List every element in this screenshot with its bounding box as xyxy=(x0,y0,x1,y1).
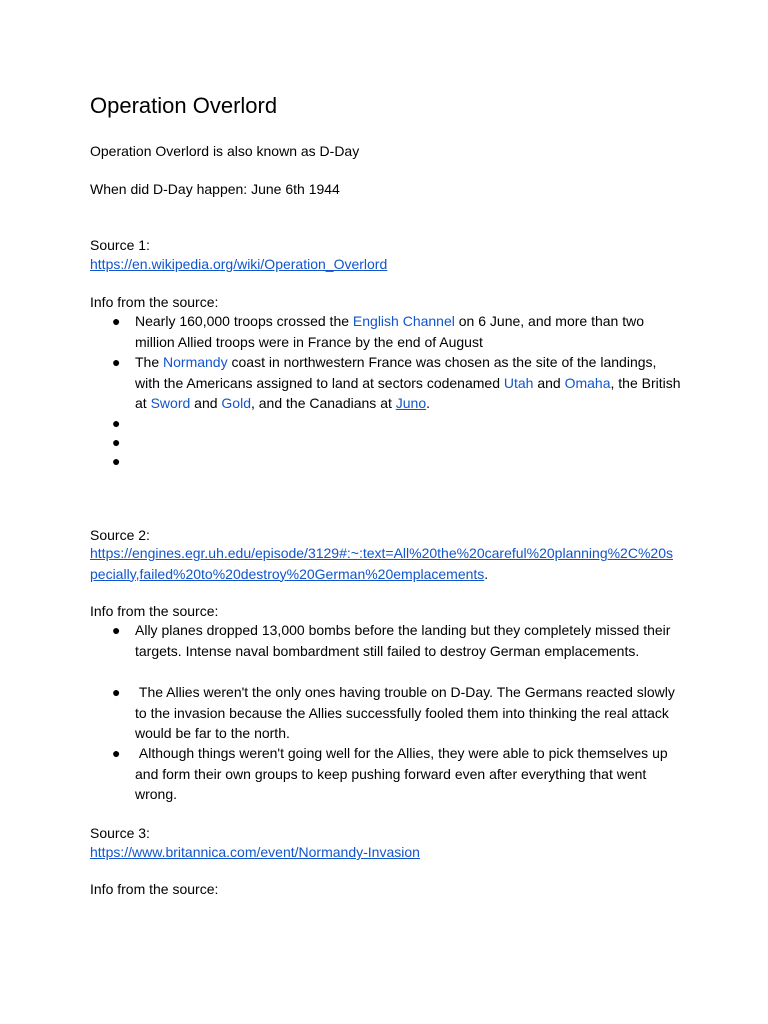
source-3-info-label: Info from the source: xyxy=(90,881,219,897)
source-3-link[interactable]: https://www.britannica.com/event/Normandy-Invasion xyxy=(90,844,420,860)
source-2-info-label: Info from the source: xyxy=(90,603,219,619)
bullet-icon: ● xyxy=(112,684,121,700)
normandy-link[interactable]: Normandy xyxy=(163,354,228,370)
utah-link[interactable]: Utah xyxy=(503,374,534,391)
source-2-bullet-2: The Allies weren't the only ones having trouble on D-Day. The Germans reacted slowly to the invasion because the Allies successfully fooled them into thinking the real attack would be far to the north. xyxy=(135,684,679,741)
source-1-link[interactable]: https://en.wikipedia.org/wiki/Operation_Overlord xyxy=(90,256,388,272)
bullet-icon: ● xyxy=(112,745,121,761)
source-2-bullet-1: Ally planes dropped 13,000 bombs before the landing but they completely missed their targets. Intense naval bombardment still failed to destroy German emplacements. xyxy=(135,622,671,659)
empty-bullet-icon: ● xyxy=(112,434,121,450)
source-1-bullet-2: The Normandy coast in northwestern France was chosen as the site of the landings, with the Americans assigned to land at sectors codenamed Utah and Omaha, the British at Sword and Gold, and the Canadians at Juno. xyxy=(135,354,681,411)
bullet-icon: ● xyxy=(112,354,121,370)
bullet-icon: ● xyxy=(112,313,121,329)
bullet-icon: ● xyxy=(112,622,121,638)
gold-link[interactable]: Gold xyxy=(221,395,251,411)
source-2-bullet-3: Although things weren't going well for the Allies, they were able to pick themselves up and form their own groups to keep pushing forward even after everything that went wrong. xyxy=(135,745,672,802)
source-2-link[interactable]: https://engines.egr.uh.edu/episode/3129#:~:text=All%20the%20careful%20planning%2C%20specially,failed%20to%20destroy%20German%20emplacements xyxy=(90,545,673,582)
date-line: When did D-Day happen: June 6th 1944 xyxy=(90,181,340,197)
omaha-link[interactable]: Omaha xyxy=(564,374,611,391)
document-page: Operation Overlord Operation Overlord is also known as D-Day When did D-Day happen: June 6th 1944 Source 1: https://en.wikipedia.org/wiki/Operation_Overlord Info from the source: ● Nearly 160,000 troops crossed the English Channel on 6 June, and more than two million Allied troops were in France by the end of August ● The Normandy coast in northwestern France was chosen as the site of the landings, with the Americans assigned to land at sectors codenamed Utah and Omaha, the British at Sword and Gold, and the Canadians at Juno. ● ● ● Source 2: https://engines.egr.uh.edu/episode/3129#:~:text=All%20the%20careful%20planning%2C%20specially,failed%20to%20destroy%20German%20emplacements. Info from the source: ● Ally planes dropped 13,000 bombs before the landing but they completely missed their targets. Intense naval bombardment still failed to destroy German emplacements. ● The Allies weren't the only ones having trouble on D-Day. The Germans reacted slowly to the invasion because the Allies successfully fooled them into thinking the real attack would be far to the north. ● Although things weren't going well for the Allies, they were able to pick themselves up and form their own groups to keep pushing forward even after everything that went wrong. Source 3: https://www.britannica.com/event/Normandy-Invasion Info from the source: xyxy=(0,0,768,1024)
source-1-label: Source 1: xyxy=(90,237,150,253)
empty-bullet-icon: ● xyxy=(112,453,121,469)
source-2-label: Source 2: xyxy=(90,527,150,543)
juno-link[interactable]: Juno xyxy=(395,395,427,411)
empty-bullet-icon: ● xyxy=(112,415,121,431)
sword-link[interactable]: Sword xyxy=(150,395,191,411)
source-3-label: Source 3: xyxy=(90,825,150,841)
source-1-info-label: Info from the source: xyxy=(90,294,219,310)
intro-line: Operation Overlord is also known as D-Day xyxy=(90,143,360,159)
document-title: Operation Overlord xyxy=(90,93,278,118)
english-channel-link[interactable]: English Channel xyxy=(352,313,455,329)
source-1-bullet-1: Nearly 160,000 troops crossed the English Channel on 6 June, and more than two million Allied troops were in France by the end of August xyxy=(135,313,644,350)
